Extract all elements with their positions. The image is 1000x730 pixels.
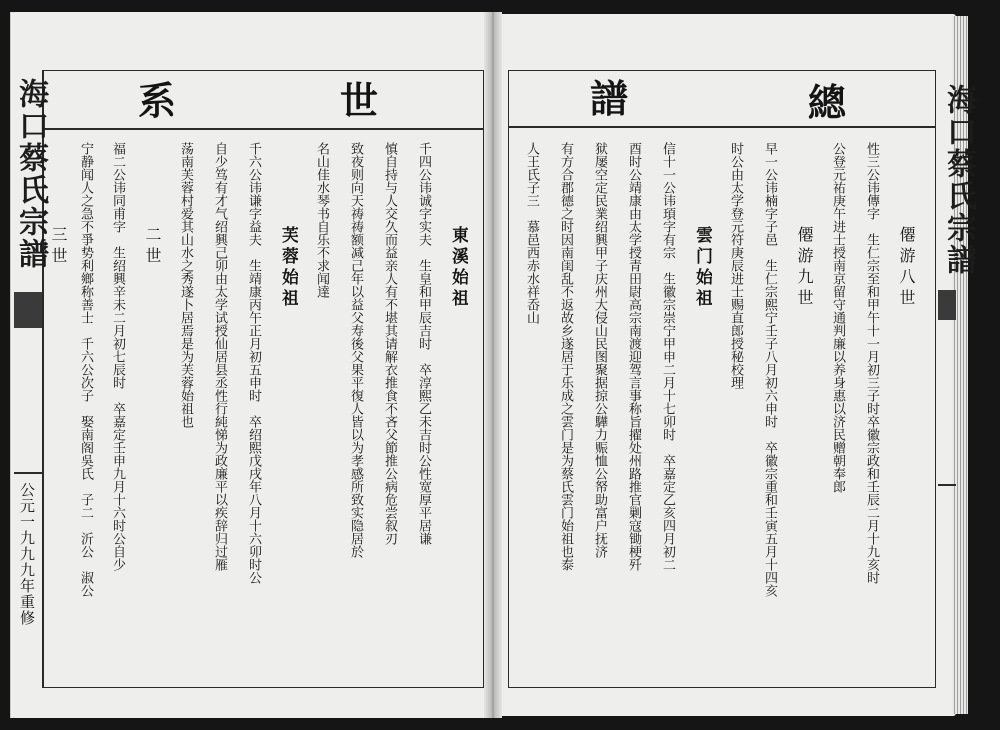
left-spine-divider [14,472,42,474]
text-column: 信十一公讳頊字有宗 生徽宗崇宁甲申二月十七卯时 卒嘉定乙亥四月初二 [660,142,675,571]
left-spine-title: 海口蔡氏宗譜 [13,78,48,270]
text-column: 公登元祐庚午进士授南京留守通判廉以养身惠以济民赠朝奉郎 [830,142,845,493]
left-title-char-1: 系 [138,78,177,123]
text-column: 千六公讳谦字益夫 生靖康丙午正月初五申时 卒绍熙戊戌年八月十六卯时公 [246,142,261,584]
text-column: 人王氏子三 慕邑西赤水祥岙山 [524,142,539,324]
text-column: 早一公讳楠字子邑 生仁宗熙宁壬子八月初六申时 卒徽宗重和壬寅五月十四亥 [762,142,777,597]
text-column: 荡南芙蓉村爱其山水之秀遂卜居焉是为芙蓉始祖也 [178,142,193,428]
right-title-char-1: 譜 [590,76,629,121]
left-spine-marker [14,292,42,328]
text-column: 福二公讳同甫字 生绍興辛未二月初七辰时 卒嘉定壬申九月十六时公自少 [110,142,125,571]
right-title-char-2: 總 [808,80,847,125]
generation-heading: 僊游八世 [897,226,916,310]
section-heading: 東溪始祖 [448,226,468,310]
right-spine-title: 海口蔡氏宗譜 [941,84,976,276]
text-column: 慎自持与人交久而益亲人有不堪其请解衣推食不吝父節推公病危尝叙刃 [382,142,397,545]
left-title-char-2: 世 [340,78,379,123]
text-column: 酉时公靖康由太学授青田尉高宗南渡迎驾言事称旨擢处州路推官剿寇锄梗歼 [626,142,641,571]
text-column: 狱屡空定民業绍興甲子庆州大侵山民图聚据掠公驊力赈恤公帑助富户抚济 [592,142,607,558]
right-spine-divider [938,484,956,486]
right-spine-marker [938,290,956,320]
text-column: 自少笃有才气绍興己卯由太学试授仙居县丞性行純悌为政廉平以疾辞归过雁 [212,142,227,571]
generation-heading: 僊游九世 [795,226,814,310]
left-spine-date: 公元一九九九年重修 [18,482,36,626]
text-column: 致夜则向天祷祷额减己年以益父寿後父果平復人皆以为孝感所致实隐居於 [348,142,363,558]
right-title-rule [508,126,936,128]
text-column: 千四公讳诚字实夫 生皇和甲辰吉时 卒淳熙乙未吉时公性宽厚平居谦 [416,142,431,545]
left-title-rule [42,128,484,130]
section-heading: 芙蓉始祖 [278,226,298,310]
text-column: 宁静闻人之急不爭势利鄉称善士 千六公次子 娶南阁吳氏 子二 沂公 淑公 [78,142,93,597]
book-gutter [484,12,502,718]
text-column: 性三公讳傳字 生仁宗至和甲午十一月初三子时卒徽宗政和壬辰二月十九亥时 [864,142,879,584]
text-column: 时公由太学登元符庚辰进士赐直郎授秘校理 [728,142,743,389]
text-column: 有方合郡德之时因南闺乱不返故乡遂居于乐成之雲门是为蔡氏雲门始祖也泰 [558,142,573,571]
section-heading: 雲门始祖 [692,226,712,310]
generation-heading: 三世 [49,226,68,268]
text-column: 名山佳水琴书自乐不求闻達 [314,142,329,298]
generation-heading: 二世 [143,226,162,268]
